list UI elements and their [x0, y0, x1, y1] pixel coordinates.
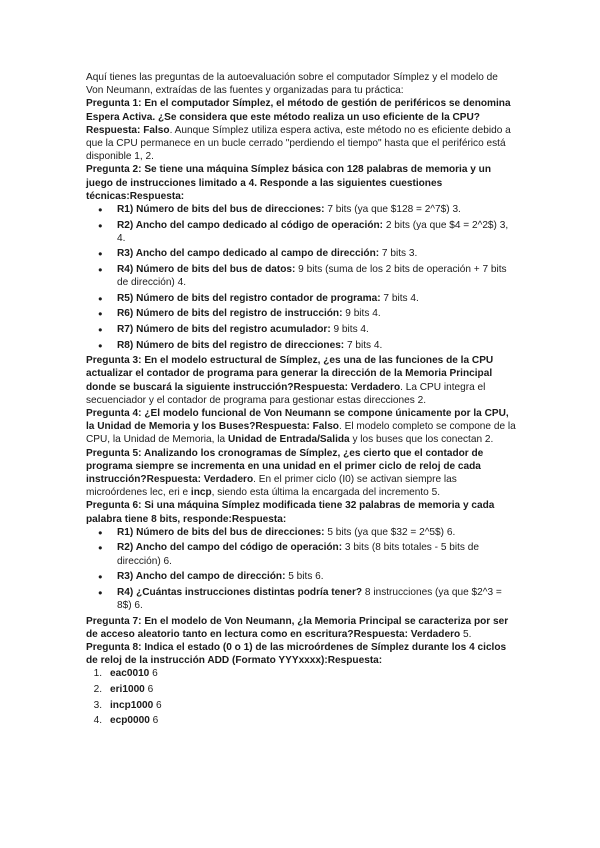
question-3	[86, 354, 518, 407]
list-item	[105, 263, 518, 289]
question-5-title: Pregunta 5: Analizando los cronogramas de Símplez, ¿es cierto que el contador de programa siempre se incrementa en una unidad en el primer ciclo de reloj de cada instrucción?Respuesta: Verdadero	[86, 447, 484, 486]
question-7-title: Pregunta 7: En el modelo de Von Neumann, ¿la Memoria Principal se caracteriza por ser de acceso aleatorio tanto en lectura como en escritura?Respuesta: Verdadero	[86, 615, 509, 640]
list-item	[105, 203, 518, 216]
question-2-list	[86, 203, 518, 352]
question-3-text: . La CPU integra el secuenciador y el contador de programa para gestionar estas direcciones 2.	[86, 381, 486, 406]
item-text: 5 bits 6.	[285, 571, 324, 583]
question-5-emphasis: incp	[190, 487, 212, 499]
question-2	[86, 163, 518, 203]
item-label: eri1000	[110, 684, 145, 696]
item-text: 7 bits (ya que $128 = 2^7$) 3.	[324, 204, 461, 216]
question-4-title: Pregunta 4: ¿El modelo funcional de Von Neumann se compone únicamente por la CPU, la Unidad de Memoria y los Buses?Respuesta: Falso	[86, 408, 509, 433]
item-label: R1) Número de bits del bus de direcciones:	[117, 204, 325, 216]
item-label: R3) Ancho del campo dedicado al campo de dirección:	[117, 248, 380, 260]
list-item	[105, 570, 518, 583]
item-label: R2) Ancho del campo dedicado al código de operación:	[117, 219, 384, 231]
item-label: R7) Número de bits del registro acumulador:	[117, 324, 331, 335]
item-label: R5) Número de bits del registro contador de programa:	[117, 292, 381, 304]
list-item	[105, 526, 518, 539]
list-item	[105, 586, 518, 612]
item-label: R4) Número de bits del bus de datos:	[117, 264, 296, 276]
list-item	[105, 247, 518, 260]
list-item	[105, 292, 518, 305]
question-2-title: Pregunta 2: Se tiene una máquina Símplez básica con 128 palabras de memoria y un juego de instrucciones limitado a 4. Responde a las siguientes cuestiones técnicas:Respuesta:	[86, 164, 492, 202]
question-6-list	[86, 526, 518, 612]
list-item	[105, 339, 518, 352]
item-label: ecp0000	[110, 715, 150, 727]
item-text: 9 bits (suma de los 2 bits de operación + 7 bits de dirección) 4.	[117, 264, 507, 289]
intro-paragraph: Aquí tienes las preguntas de la autoevaluación sobre el computador Símplez y el modelo de Von Neumann, extraídas de las fuentes y organizadas para tu práctica:	[86, 72, 498, 97]
item-label: eac0010	[110, 668, 150, 680]
item-text: 2 bits (ya que $4 = 2^2$) 3, 4.	[117, 219, 509, 244]
item-number: 3.	[93, 699, 102, 711]
item-text: 8 instrucciones (ya que $2^3 = 8$) 6.	[117, 586, 502, 612]
question-8	[86, 641, 518, 667]
list-item	[86, 699, 518, 712]
item-text: 6	[144, 684, 154, 696]
question-7-text: 5.	[460, 628, 472, 640]
item-number: 2.	[93, 684, 102, 696]
item-label: incp1000	[110, 699, 154, 711]
question-6	[86, 499, 518, 525]
list-item	[105, 541, 518, 567]
question-5	[86, 447, 518, 500]
list-item	[105, 323, 518, 336]
question-4-emphasis: Unidad de Entrada/Salida	[227, 434, 350, 446]
item-text: 7 bits 4.	[344, 339, 383, 351]
item-label: R2) Ancho del campo del código de operación:	[117, 542, 343, 554]
question-5-text: . En el primer ciclo (I0) se activan siempre las microórdenes lec, eri e	[86, 474, 457, 499]
item-number: 1.	[93, 668, 102, 680]
item-text: 9 bits 4.	[330, 324, 369, 335]
question-5-text-end: , siendo esta última la encargada del incremento 5.	[211, 487, 441, 499]
item-text: 6	[153, 699, 162, 711]
question-8-title: Pregunta 8: Indica el estado (0 o 1) de las microórdenes de Símplez durante los 4 ciclos de reloj de la instrucción ADD (Formato YYYxxxx):Respuesta:	[86, 642, 507, 667]
document-body	[86, 71, 518, 730]
question-3-title: Pregunta 3: En el modelo estructural de Símplez, ¿es una de las funciones de la CPU actualizar el contador de programa para generar la dirección de la Memoria Principal donde se buscará la siguiente instrucción?Respuesta: Verdadero	[86, 355, 494, 393]
question-1-text: . Aunque Símplez utiliza espera activa, este método no es eficiente debido a que la CPU permanece en un bucle cerrado "perdiendo el tiempo" hasta que el periférico está disponible 1, 2.	[86, 124, 511, 163]
item-label: R6) Número de bits del registro de instrucción:	[117, 308, 343, 320]
list-item	[86, 683, 518, 696]
item-label: R3) Ancho del campo de dirección:	[117, 571, 286, 583]
list-item	[105, 219, 518, 245]
item-number: 4.	[93, 715, 102, 727]
item-label: R4) ¿Cuántas instrucciones distintas podría tener?	[117, 586, 363, 598]
list-item	[86, 667, 518, 680]
question-4	[86, 407, 518, 447]
item-text: 7 bits 4.	[380, 292, 419, 304]
question-8-list	[86, 667, 518, 727]
item-text: 3 bits (8 bits totales - 5 bits de dirección) 6.	[117, 542, 479, 567]
question-4-text-end: y los buses que los conectan 2.	[349, 434, 494, 446]
item-label: R8) Número de bits del registro de direcciones:	[117, 339, 345, 351]
item-text: 5 bits (ya que $32 = 2^5$) 6.	[324, 526, 456, 538]
item-text: 6	[149, 715, 159, 727]
question-6-title: Pregunta 6: Si una máquina Símplez modificada tiene 32 palabras de memoria y cada palabra tiene 8 bits, responde:Respuesta:	[86, 500, 495, 525]
question-4-text: . El modelo completo se compone de la CPU, la Unidad de Memoria, la	[86, 421, 516, 446]
question-7	[86, 615, 518, 641]
list-item	[86, 714, 518, 727]
list-item	[105, 307, 518, 320]
item-text: 7 bits 3.	[379, 248, 418, 260]
item-label: R1) Número de bits del bus de direcciones:	[117, 526, 325, 538]
item-text: 6	[149, 668, 158, 680]
question-1-title: Pregunta 1: En el computador Símplez, el método de gestión de periféricos se denomina Espera Activa. ¿Se considera que este método realiza un uso eficiente de la CPU?Respuesta: Falso	[86, 98, 511, 136]
question-1	[86, 97, 518, 163]
item-text: 9 bits 4.	[342, 308, 381, 320]
